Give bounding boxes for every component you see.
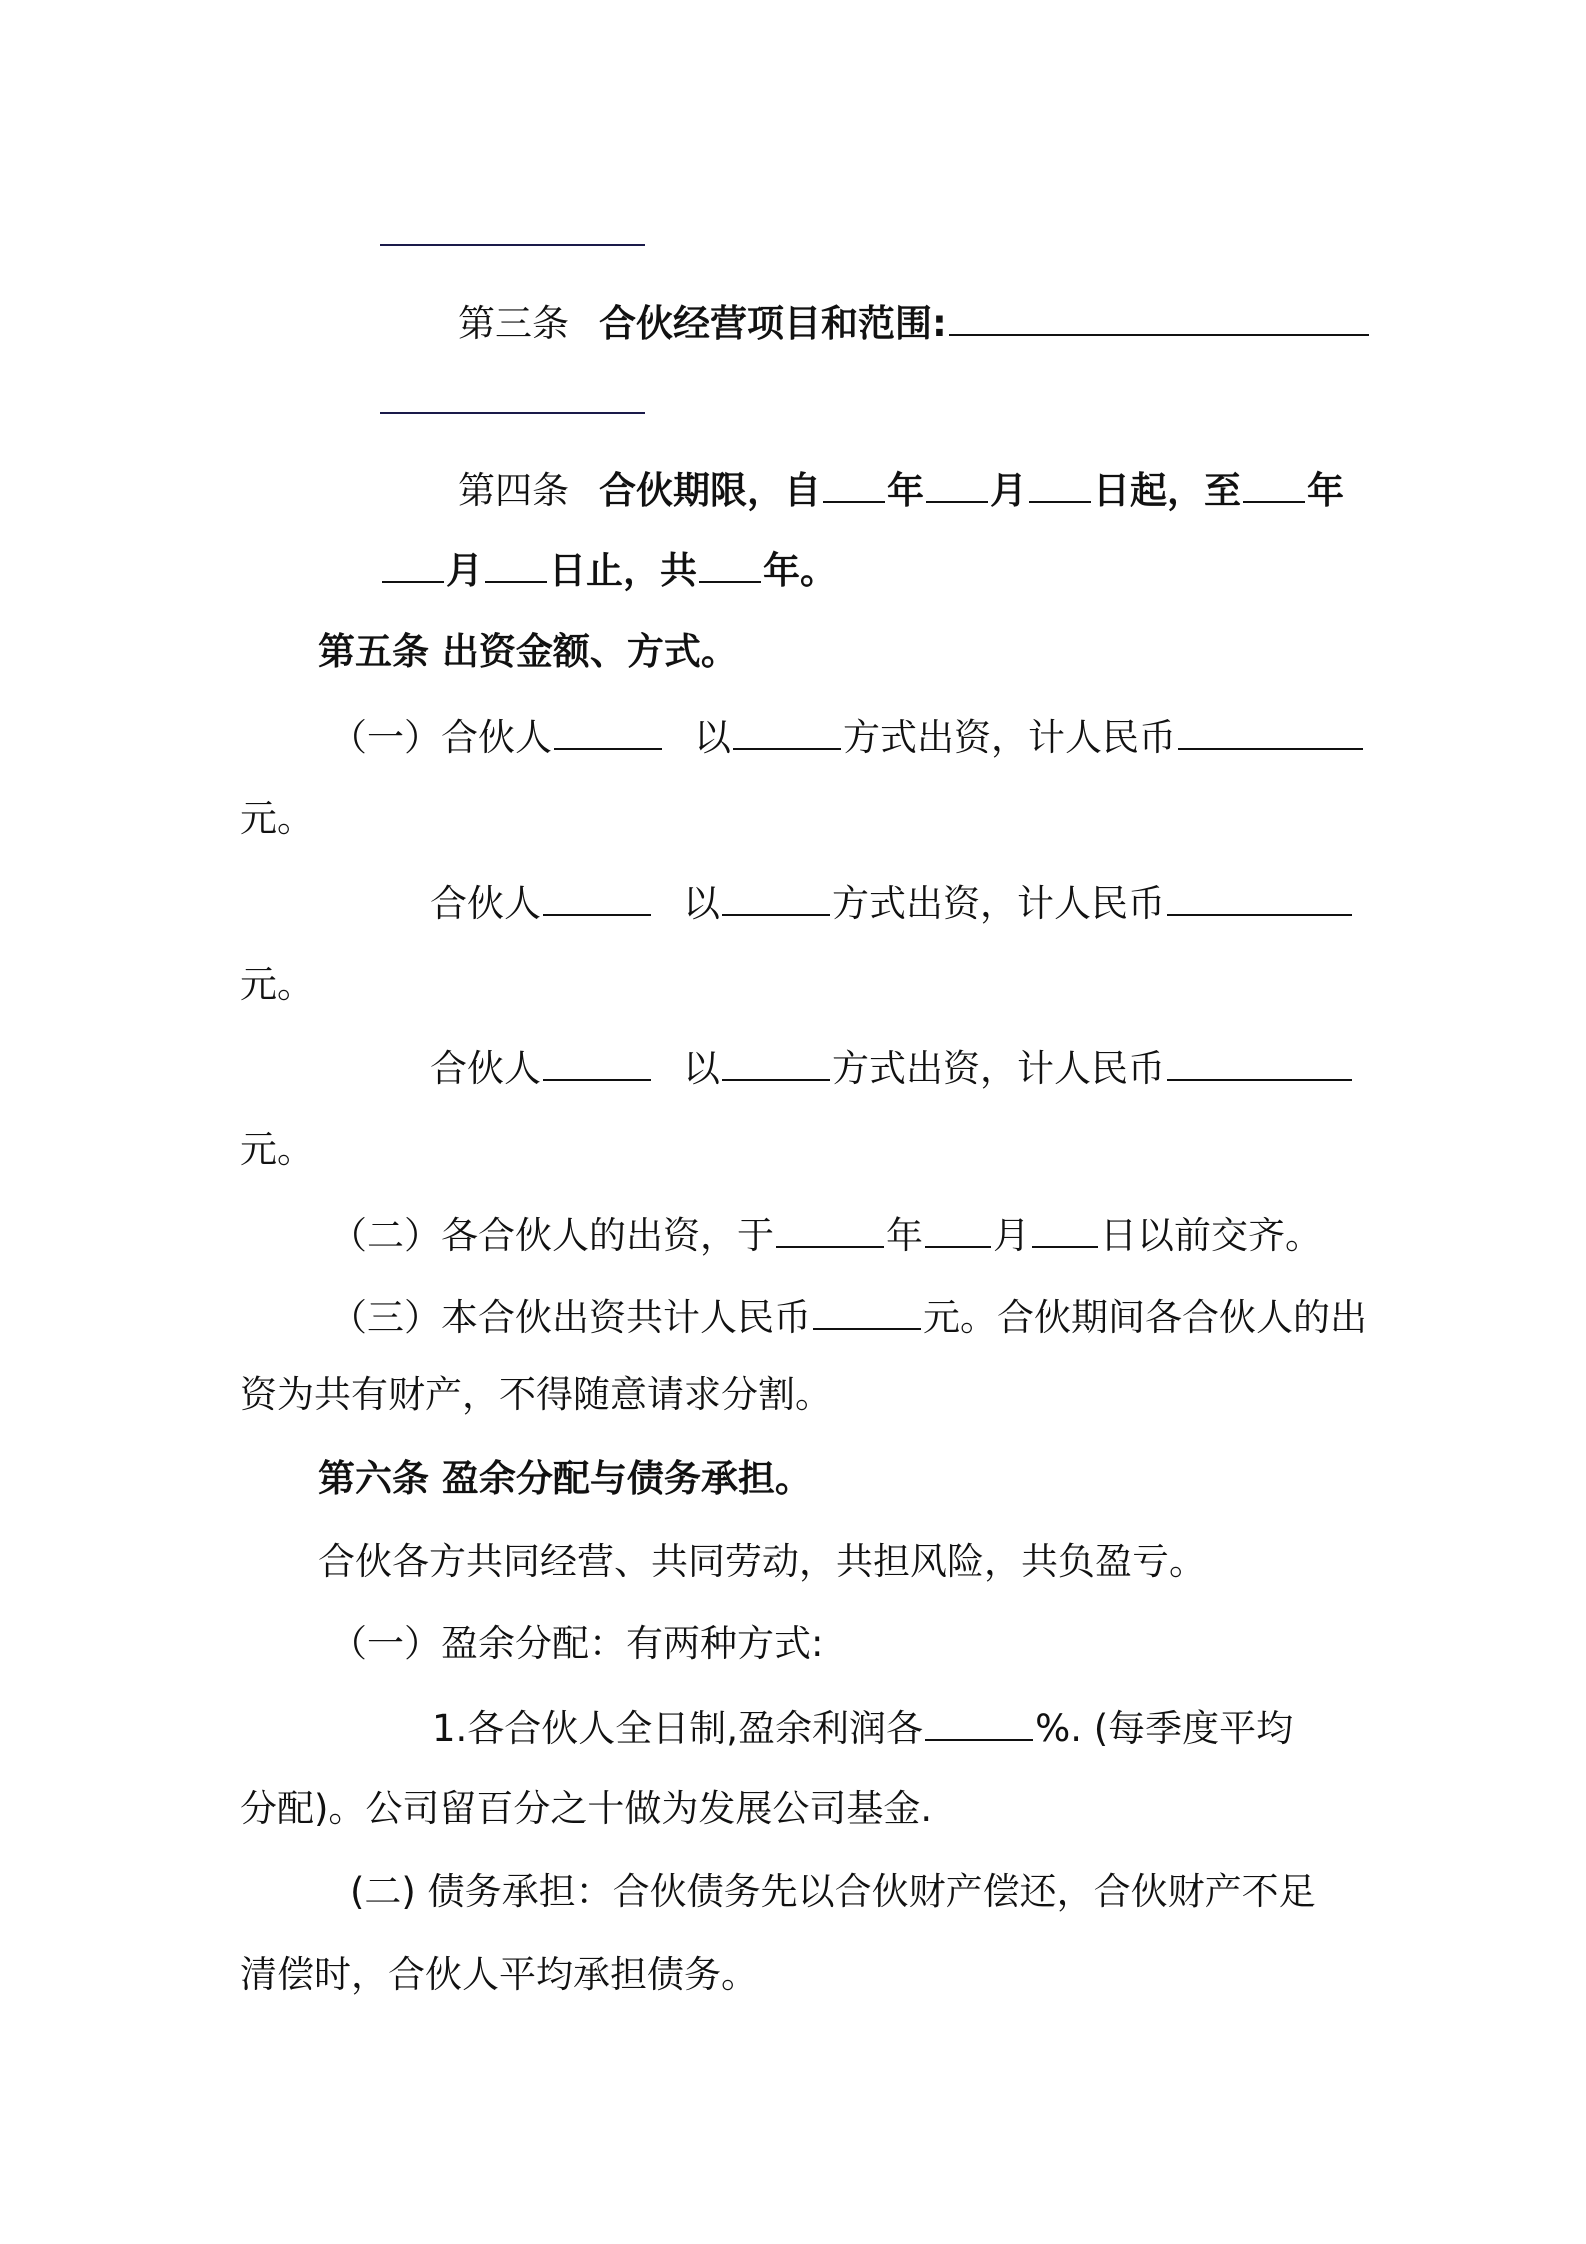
article-4-cont [380, 545, 837, 592]
article-5-partner-2-end: 元。 [240, 963, 314, 1006]
article-6-section-1-cont: 分配)。公司留百分之十做为发展公司基金. [240, 1787, 933, 1830]
fill-blank-partner[interactable] [543, 1043, 651, 1081]
fill-blank-month[interactable] [925, 1210, 991, 1248]
fill-blank-year[interactable] [776, 1210, 884, 1248]
fill-blank-method[interactable] [722, 878, 830, 916]
text: %. (每季度平均 [1035, 1707, 1294, 1750]
article-6-section-2-cont: 清偿时，合伙人平均承担债务。 [240, 1953, 758, 1996]
article-6-intro: 合伙各方共同经营、共同劳动，共担风险，共负盈亏。 [318, 1540, 1206, 1583]
article-5-partner-3 [430, 1043, 1354, 1090]
article-4-text: 年 [887, 469, 924, 512]
article-5-item-1-end: 元。 [240, 797, 314, 840]
fill-blank-partner[interactable] [543, 878, 651, 916]
text: 日以前交齐。 [1100, 1214, 1322, 1257]
blank-line-continuation [380, 412, 645, 414]
fill-blank-month[interactable] [382, 545, 444, 583]
article-5-heading: 第五条 出资金额、方式。 [318, 630, 738, 673]
fill-blank-method[interactable] [733, 712, 841, 750]
article-4-text: 月 [990, 469, 1027, 512]
fill-blank-years[interactable] [699, 545, 761, 583]
fill-blank-partner[interactable] [554, 712, 662, 750]
text: 合伙人 [430, 882, 541, 925]
item-prefix: （一） [330, 716, 441, 759]
text: 方式出资，计人民币 [832, 1047, 1165, 1090]
text: 合伙人 [441, 716, 552, 759]
article-3 [458, 298, 1371, 345]
article-3-label: 第三条 [458, 302, 569, 345]
fill-blank-percent[interactable] [925, 1703, 1033, 1741]
fill-blank-scope[interactable] [949, 298, 1369, 336]
text: 年 [886, 1214, 923, 1257]
fill-blank-total[interactable] [813, 1292, 921, 1330]
text: 合伙人 [430, 1047, 541, 1090]
fill-blank-amount[interactable] [1167, 878, 1352, 916]
article-4-text: 年 [1307, 469, 1344, 512]
fill-blank-method[interactable] [722, 1043, 830, 1081]
article-6-heading: 第六条 盈余分配与债务承担。 [318, 1457, 812, 1500]
fill-blank-year[interactable] [823, 465, 885, 503]
article-6-section-1-item [432, 1703, 1294, 1750]
fill-blank-amount[interactable] [1167, 1043, 1352, 1081]
article-5-partner-3-end: 元。 [240, 1128, 314, 1171]
article-4-text: 日止，共 [549, 549, 697, 592]
fill-blank-month[interactable] [926, 465, 988, 503]
text: 方式出资，计人民币 [832, 882, 1165, 925]
text: （三）本合伙出资共计人民币 [330, 1296, 811, 1339]
text: 1.各合伙人全日制,盈余利润各 [432, 1707, 924, 1750]
fill-blank-day[interactable] [1029, 465, 1091, 503]
text: （二）各合伙人的出资，于 [330, 1214, 774, 1257]
article-5-item-1 [330, 712, 1365, 759]
article-5-item-3-cont: 资为共有财产，不得随意请求分割。 [240, 1373, 832, 1416]
article-3-title: 合伙经营项目和范围: [599, 302, 947, 345]
fill-blank-amount[interactable] [1178, 712, 1363, 750]
fill-blank-day[interactable] [1032, 1210, 1098, 1248]
article-6-section-2: (二) 债务承担：合伙债务先以合伙财产偿还，合伙财产不足 [350, 1870, 1316, 1913]
article-4-text: 年。 [763, 549, 837, 592]
text: 以 [694, 716, 731, 759]
fill-blank-day[interactable] [485, 545, 547, 583]
text: 以 [683, 882, 720, 925]
article-4-text: 合伙期限，自 [599, 469, 821, 512]
text: 方式出资，计人民币 [843, 716, 1176, 759]
text: 月 [993, 1214, 1030, 1257]
article-6-section-1: （一）盈余分配：有两种方式: [330, 1622, 824, 1665]
text: 以 [683, 1047, 720, 1090]
article-4-text: 月 [446, 549, 483, 592]
article-4-label: 第四条 [458, 469, 569, 512]
text: 元。合伙期间各合伙人的出 [923, 1296, 1367, 1339]
article-5-item-2 [330, 1210, 1322, 1257]
article-5-item-3 [330, 1292, 1367, 1339]
blank-line-continuation [380, 244, 645, 246]
article-5-partner-2 [430, 878, 1354, 925]
fill-blank-year[interactable] [1243, 465, 1305, 503]
article-4-text: 日起，至 [1093, 469, 1241, 512]
article-4 [458, 465, 1344, 512]
